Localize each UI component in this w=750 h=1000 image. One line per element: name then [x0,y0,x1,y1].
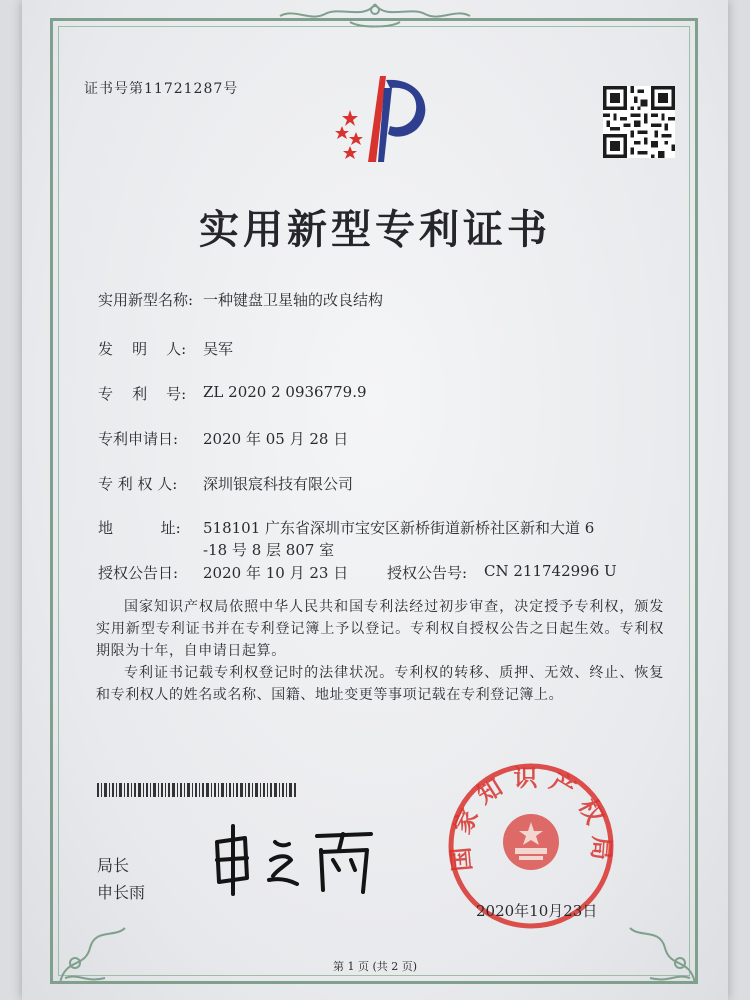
field-label: 实用新型名称: [98,291,194,309]
top-ornament [270,0,480,30]
certificate-title: 实用新型专利证书 [199,207,551,253]
field-value: 518101 广东省深圳市宝安区新桥街道新桥社区新和大道 6 [203,519,595,537]
field-value: 深圳银宸科技有限公司 [203,475,354,493]
handwritten-signature [205,820,385,900]
field-label-announcement-number: 授权公告号: [387,564,468,582]
certificate-paragraph: 国家知识产权局依照中华人民共和国专利法经过初步审查，决定授予专利权，颁发实用新型专利证书并在专利登记簿上予以登记。专利权自授权公告之日起生效。专利权期限为十年，自申请日起算。 [96,599,664,659]
field-label: 专 利 权 人: [98,475,178,493]
field-value: ZL 2020 2 0936779.9 [203,383,367,401]
field-label: 专利申请日: [98,430,179,448]
bottom-left-ornament [55,918,135,988]
field-value: 2020 年 10 月 23 日 [203,564,349,582]
field-label: 发 明 人: [98,340,187,358]
patent-office-logo-icon [328,72,443,167]
bottom-right-ornament [620,918,700,988]
page-number: 第 1 页 (共 2 页) [332,960,418,973]
seal-text: 国家知识产权局 [445,763,617,873]
signatory-role: 局长 [97,856,130,875]
field-value-announcement-number: CN 211742996 U [484,562,617,580]
field-label: 专 利 号: [98,385,187,403]
field-label: 地 址: [98,519,181,537]
qr-code-icon [603,86,675,158]
certificate-paragraph: 专利证书记载专利权登记时的法律状况。专利权的转移、质押、无效、终止、恢复和专利权人的姓名或名称、国籍、地址变更等事项记载在专利登记簿上。 [96,665,664,703]
field-value: 吴军 [203,340,234,358]
field-value-continued: -18 号 8 层 807 室 [203,541,335,559]
certificate-number: 证书号第11721287号 [84,81,239,97]
seal-date: 2020年10月23日 [476,902,598,920]
field-value: 一种键盘卫星轴的改良结构 [203,291,384,309]
field-value: 2020 年 05 月 28 日 [203,430,349,448]
barcode-icon [97,783,297,797]
field-label: 授权公告日: [98,564,179,582]
signatory-name: 申长雨 [97,883,146,902]
